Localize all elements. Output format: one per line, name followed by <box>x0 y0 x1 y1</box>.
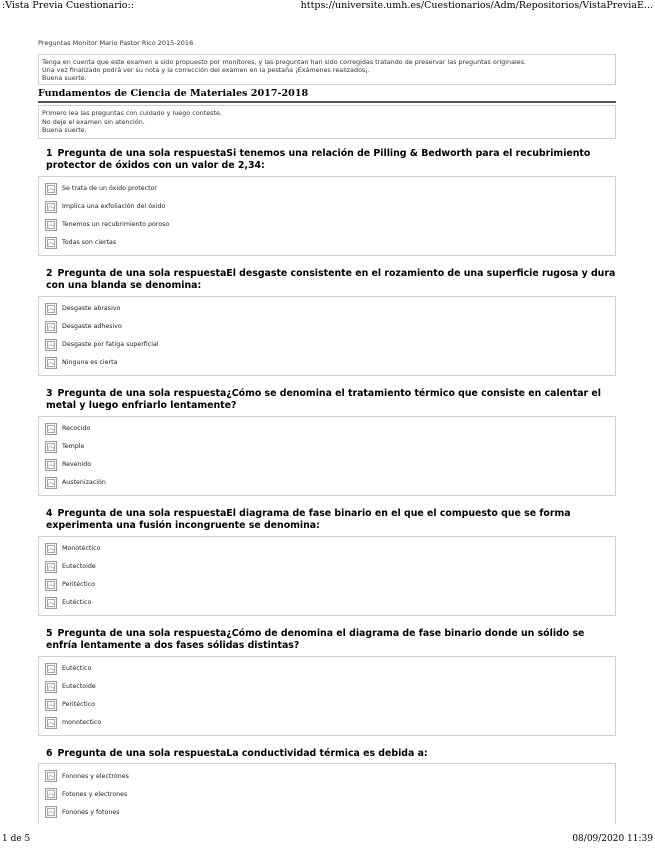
answer-option[interactable] <box>45 336 611 354</box>
answer-option[interactable] <box>45 767 611 785</box>
exam-subtitle: Preguntas Monitor Mario Pastor Rico 2015-2016 <box>38 39 194 47</box>
option-image-icon[interactable] <box>45 663 57 675</box>
answer-options <box>38 296 616 376</box>
answer-text: Eutectoide <box>62 683 96 690</box>
question-heading <box>38 508 616 533</box>
question-number: 1 <box>46 147 53 159</box>
answer-text: Eutéctico <box>62 599 92 606</box>
question-heading <box>38 148 616 173</box>
print-header-url: https://universite.umh.es/Cuestionarios/Adm/Repositorios/VistaPreviaE... <box>300 0 653 11</box>
answer-option[interactable] <box>45 318 611 336</box>
option-image-icon[interactable] <box>45 806 57 818</box>
question-heading <box>38 748 616 761</box>
print-timestamp: 08/09/2020 11:39 <box>572 834 653 844</box>
instructions-box <box>38 105 616 139</box>
option-image-icon[interactable] <box>45 321 57 333</box>
answer-text: Revenido <box>62 461 92 468</box>
question-text: Pregunta de una sola respuesta¿Cómo de denomina el diagrama de fase binario donde un sólido se enfría lentamente a dos fases sólidas distintas? <box>46 627 585 651</box>
answer-option[interactable] <box>45 198 611 216</box>
answer-option[interactable] <box>45 576 611 594</box>
answer-option[interactable] <box>45 594 611 612</box>
answer-option[interactable] <box>45 540 611 558</box>
answer-options <box>38 656 616 736</box>
answer-option[interactable] <box>45 714 611 732</box>
answer-text: Fotones y electrones <box>62 790 128 798</box>
answer-option[interactable] <box>45 438 611 456</box>
option-image-icon[interactable] <box>45 717 57 729</box>
option-image-icon[interactable] <box>45 357 57 369</box>
answer-option[interactable] <box>45 803 611 821</box>
option-image-icon[interactable] <box>45 441 57 453</box>
option-image-icon[interactable] <box>45 561 57 573</box>
notice-line: Una vez finalizado podrá ver su nota y la corrección del examen en la pestaña ¡Exámenes realizados¡. <box>42 66 370 74</box>
option-image-icon[interactable] <box>45 579 57 591</box>
option-image-icon[interactable] <box>45 699 57 711</box>
answer-option[interactable] <box>45 785 611 803</box>
answer-text: Temple <box>62 443 85 450</box>
answer-option[interactable] <box>45 300 611 318</box>
page-counter: 1 de 5 <box>2 834 31 844</box>
answer-text: Fonones y fotones <box>62 808 120 816</box>
notice-box <box>38 54 616 85</box>
option-image-icon[interactable] <box>45 681 57 693</box>
question-number: 5 <box>46 627 53 639</box>
answer-text: Recocido <box>62 425 91 432</box>
answer-text: Eutéctico <box>62 665 92 672</box>
option-image-icon[interactable] <box>45 237 57 249</box>
answer-text: Peritéctico <box>62 701 96 708</box>
answer-option[interactable] <box>45 696 611 714</box>
answer-options <box>38 763 616 824</box>
instruction-line: Primero lea las preguntas con cuidado y luego conteste. <box>42 109 222 117</box>
question-6 <box>38 748 616 825</box>
option-image-icon[interactable] <box>45 597 57 609</box>
answer-text: Desgaste abrasivo <box>62 305 121 312</box>
option-image-icon[interactable] <box>45 477 57 489</box>
answer-text: Se trata de un óxido protector <box>62 185 157 192</box>
print-header-title: :Vista Previa Cuestionario:: <box>2 0 134 11</box>
option-image-icon[interactable] <box>45 770 57 782</box>
answer-option[interactable] <box>45 180 611 198</box>
instruction-line: No deje el examen sin atención. <box>42 117 145 126</box>
question-2 <box>38 268 616 376</box>
question-heading <box>38 388 616 413</box>
question-1 <box>38 148 616 256</box>
question-text: Pregunta de una sola respuestaLa conductividad térmica es debida a: <box>57 747 428 759</box>
answer-option[interactable] <box>45 354 611 372</box>
instruction-line: Buena suerte. <box>42 126 87 134</box>
option-image-icon[interactable] <box>45 219 57 231</box>
answer-options <box>38 536 616 616</box>
answer-option[interactable] <box>45 456 611 474</box>
answer-text: Desgaste adhesivo <box>62 323 122 330</box>
answer-options <box>38 176 616 256</box>
question-number: 4 <box>46 507 53 519</box>
question-text: Pregunta de una sola respuestaEl diagrama de fase binario en el que el compuesto que se forma experimenta una fusión incongruente se denomina: <box>46 507 571 531</box>
question-number: 2 <box>46 267 53 279</box>
question-4 <box>38 508 616 616</box>
answer-text: Todas son ciertas <box>62 239 117 246</box>
option-image-icon[interactable] <box>45 183 57 195</box>
answer-text: Austenización <box>62 479 106 486</box>
question-text: Pregunta de una sola respuestaEl desgaste consistente en el rozamiento de una superficie rugosa y dura con una blanda se denomina: <box>46 267 616 291</box>
question-number: 6 <box>46 747 53 759</box>
answer-option[interactable] <box>45 420 611 438</box>
option-image-icon[interactable] <box>45 423 57 435</box>
answer-option[interactable] <box>45 558 611 576</box>
print-header <box>0 0 655 14</box>
question-5 <box>38 628 616 736</box>
answer-option[interactable] <box>45 678 611 696</box>
answer-option[interactable] <box>45 216 611 234</box>
question-text: Pregunta de una sola respuesta¿Cómo se denomina el tratamiento térmico que consiste en calentar el metal y luego enfriarlo lentamente? <box>46 387 602 411</box>
question-heading <box>38 268 616 293</box>
answer-text: Implica una exfoliación del óxido <box>62 203 166 210</box>
question-3 <box>38 388 616 496</box>
question-text: Pregunta de una sola respuestaSi tenemos una relación de Pilling & Bedworth para el recubrimiento protector de óxidos con un valor de 2,34: <box>46 147 591 171</box>
answer-option[interactable] <box>45 474 611 492</box>
answer-text: Desgaste por fatiga superficial <box>62 341 159 348</box>
answer-text: Ninguna es cierta <box>62 359 118 366</box>
question-number: 3 <box>46 387 53 399</box>
answer-text: Eutectoide <box>62 563 96 570</box>
answer-text: Peritéctico <box>62 581 96 588</box>
answer-options <box>38 416 616 496</box>
option-image-icon[interactable] <box>45 201 57 213</box>
exam-preview-content <box>38 38 616 824</box>
answer-option[interactable] <box>45 660 611 678</box>
option-image-icon[interactable] <box>45 543 57 555</box>
answer-option[interactable] <box>45 234 611 252</box>
option-image-icon[interactable] <box>45 459 57 471</box>
answer-text: monotectico <box>62 719 102 726</box>
option-image-icon[interactable] <box>45 303 57 315</box>
answer-text: Monotéctico <box>62 545 101 552</box>
notice-line: Buena suerte. <box>42 74 87 82</box>
option-image-icon[interactable] <box>45 788 57 800</box>
print-footer <box>0 834 655 848</box>
option-image-icon[interactable] <box>45 339 57 351</box>
answer-text: Fonones y electrones <box>62 772 129 780</box>
question-heading <box>38 628 616 653</box>
answer-text: Tenemos un recubrimiento poroso <box>62 221 170 228</box>
exam-title: Fundamentos de Ciencia de Materiales 2017-2018 <box>38 88 616 103</box>
notice-line: Tenga en cuenta que este examen a sido propuesto por monitores, y las preguntan han sido corregidas tratando de preservar las preguntas originales. <box>42 58 527 66</box>
